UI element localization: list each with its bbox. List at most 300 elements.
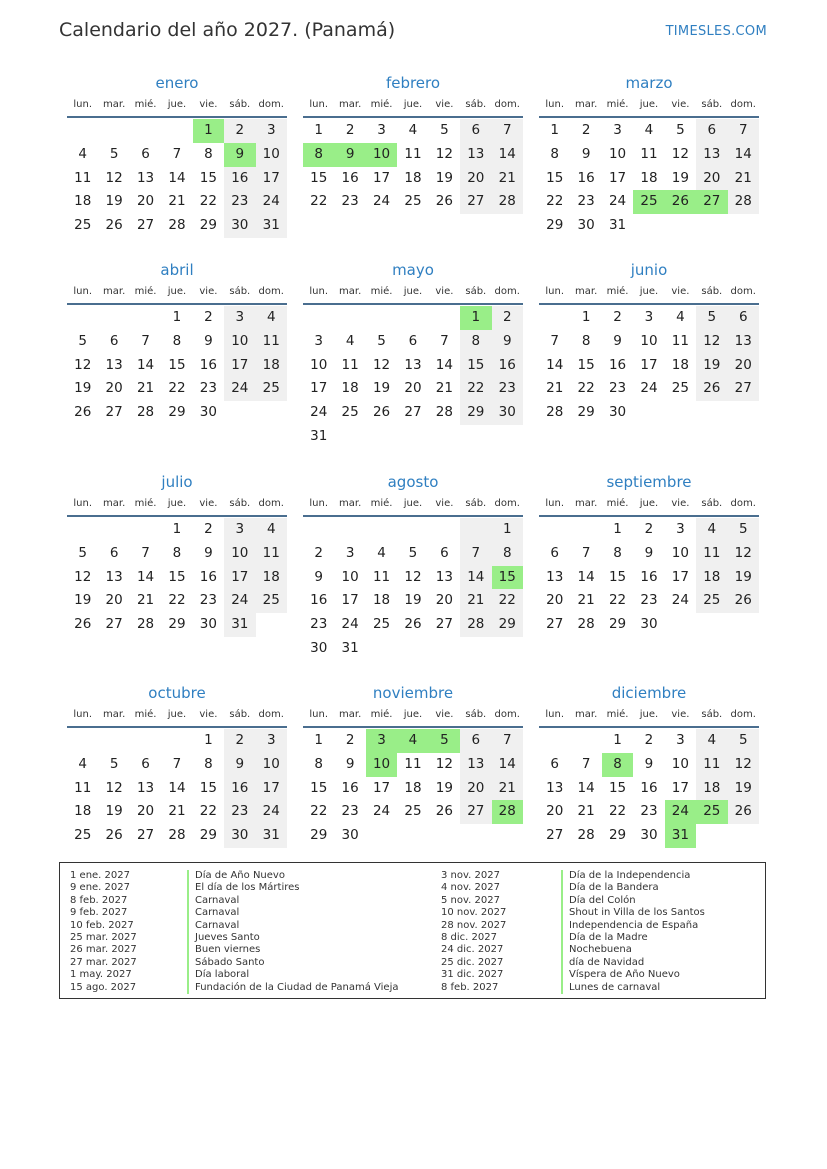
empty-cell: [67, 729, 98, 753]
day-cell: 6: [728, 306, 759, 330]
day-cell: 17: [608, 169, 627, 186]
day-cell: 8: [314, 755, 323, 772]
day-cell: 26: [74, 616, 92, 633]
day-cell: 29: [608, 827, 627, 844]
day-cell: 27: [435, 616, 453, 633]
day-cell: 10: [608, 145, 627, 162]
weekday-label: dom.: [494, 286, 520, 297]
weekday-label: jue.: [403, 286, 423, 297]
day-cell: 29: [492, 613, 523, 637]
day-cell: 7: [141, 544, 150, 561]
weekday-label: mié.: [606, 498, 629, 509]
day-cell: 6: [408, 332, 418, 349]
day-grid: [539, 306, 759, 425]
day-cell: 29: [168, 616, 186, 633]
day-cell: 2: [224, 119, 255, 143]
day-cell: 14: [728, 143, 759, 167]
day-cell: 3: [345, 544, 355, 561]
weekday-label: lun.: [309, 286, 329, 297]
day-cell: 23: [199, 380, 217, 397]
day-cell: 23: [224, 190, 255, 214]
day-cell: 26: [696, 377, 727, 401]
day-cell: 3: [256, 119, 287, 143]
weekday-header: [539, 704, 759, 728]
weekday-header: [539, 94, 759, 118]
day-cell: 24: [224, 377, 255, 401]
day-cell: 18: [640, 169, 658, 186]
day-cell: 12: [435, 145, 453, 162]
day-cell: 15: [199, 779, 217, 796]
day-cell: 24: [310, 404, 328, 421]
weekday-label: vie.: [435, 286, 454, 297]
day-cell: 30: [224, 214, 255, 238]
day-cell: 15: [310, 779, 328, 796]
month-name: abril: [160, 261, 194, 279]
holiday-day-cell: 9: [224, 143, 255, 167]
day-grid: [67, 306, 287, 425]
day-cell: 9: [644, 544, 654, 561]
day-cell: 9: [204, 332, 213, 349]
day-cell: 9: [224, 753, 255, 777]
day-cell: 2: [581, 122, 591, 138]
empty-cell: [570, 518, 601, 542]
day-cell: 8: [492, 542, 523, 566]
day-cell: 20: [546, 592, 564, 609]
day-cell: 24: [372, 193, 391, 210]
holiday-day-cell: 26: [665, 190, 696, 214]
day-cell: 14: [546, 356, 564, 373]
day-cell: 9: [644, 755, 654, 772]
day-cell: 16: [310, 592, 328, 609]
weekday-label: dom.: [730, 99, 756, 110]
day-cell: 21: [492, 777, 523, 801]
day-cell: 27: [546, 616, 564, 633]
month-name: julio: [161, 473, 193, 491]
weekday-label: jue.: [403, 99, 423, 110]
day-cell: 25: [372, 616, 391, 633]
holiday-day-cell: 8: [602, 753, 633, 777]
day-cell: 11: [256, 542, 287, 566]
day-cell: 23: [608, 380, 627, 397]
holiday-day-cell: 10: [366, 143, 397, 167]
day-cell: 26: [372, 404, 391, 421]
legend-holiday-name: Nochebuena: [561, 944, 705, 956]
legend-date: 8 dic. 2027: [441, 932, 497, 944]
day-grid: [67, 518, 287, 637]
day-cell: 20: [136, 193, 155, 210]
day-cell: 17: [671, 568, 689, 585]
day-cell: 14: [492, 143, 523, 167]
day-cell: 20: [696, 167, 727, 191]
day-cell: 22: [460, 377, 491, 401]
legend-holiday-name: Sábado Santo: [187, 957, 399, 969]
day-cell: 12: [74, 568, 92, 585]
month-name: noviembre: [372, 684, 454, 702]
weekday-label: vie.: [671, 709, 690, 720]
day-cell: 11: [696, 542, 727, 566]
day-cell: 23: [640, 803, 658, 820]
day-cell: 29: [310, 827, 328, 844]
weekday-label: lun.: [545, 709, 565, 720]
month-noviembre: [303, 682, 523, 848]
weekday-label: sáb.: [229, 498, 251, 509]
day-cell: 6: [109, 332, 119, 349]
weekday-label: mar.: [339, 286, 362, 297]
day-cell: 11: [696, 753, 727, 777]
day-cell: 18: [696, 566, 727, 590]
empty-cell: [67, 518, 98, 542]
day-cell: 11: [74, 169, 92, 186]
holiday-day-cell: 9: [334, 143, 365, 167]
legend-date: 31 dic. 2027: [441, 969, 504, 981]
day-cell: 18: [256, 354, 287, 378]
day-cell: 30: [577, 217, 595, 234]
weekday-label: sáb.: [229, 286, 251, 297]
day-cell: 24: [608, 193, 627, 210]
day-cell: 1: [492, 518, 523, 542]
weekday-label: jue.: [167, 709, 187, 720]
day-cell: 18: [256, 566, 287, 590]
day-cell: 1: [204, 732, 213, 748]
weekday-label: lun.: [73, 99, 93, 110]
day-cell: 1: [581, 309, 591, 325]
holiday-day-cell: 31: [665, 824, 696, 848]
day-cell: 14: [168, 169, 186, 186]
day-cell: 7: [581, 755, 591, 772]
weekday-label: vie.: [199, 99, 218, 110]
weekday-label: vie.: [199, 498, 218, 509]
weekday-label: lun.: [309, 498, 329, 509]
day-cell: 3: [644, 309, 654, 325]
legend-date: 9 feb. 2027: [70, 907, 128, 919]
day-cell: 20: [460, 777, 491, 801]
empty-cell: [161, 119, 192, 143]
holiday-day-cell: 25: [633, 190, 664, 214]
day-cell: 30: [224, 824, 255, 848]
day-cell: 30: [640, 827, 658, 844]
day-cell: 9: [204, 544, 213, 561]
weekday-label: jue.: [639, 286, 659, 297]
weekday-label: mié.: [606, 709, 629, 720]
day-cell: 4: [377, 544, 386, 561]
day-cell: 3: [314, 332, 323, 349]
day-cell: 16: [199, 568, 217, 585]
weekday-header: [303, 94, 523, 118]
day-cell: 16: [640, 779, 658, 796]
day-cell: 18: [404, 779, 422, 796]
day-cell: 27: [728, 377, 759, 401]
weekday-label: mar.: [103, 498, 126, 509]
day-cell: 18: [74, 803, 92, 820]
legend-dates-right: [441, 870, 506, 994]
day-cell: 27: [105, 404, 123, 421]
day-cell: 11: [341, 356, 359, 373]
day-cell: 13: [435, 568, 453, 585]
weekday-label: mié.: [370, 709, 393, 720]
legend-holiday-name: Independencia de España: [561, 920, 705, 932]
legend-date: 9 ene. 2027: [70, 882, 130, 894]
day-cell: 16: [199, 356, 217, 373]
day-cell: 17: [224, 566, 255, 590]
day-cell: 16: [492, 354, 523, 378]
weekday-label: mié.: [606, 286, 629, 297]
day-cell: 19: [728, 566, 759, 590]
legend-date: 10 nov. 2027: [441, 907, 507, 919]
day-cell: 8: [550, 145, 559, 162]
weekday-label: vie.: [671, 99, 690, 110]
day-cell: 14: [492, 753, 523, 777]
day-cell: 8: [581, 332, 591, 349]
day-cell: 2: [345, 732, 355, 748]
day-cell: 23: [224, 800, 255, 824]
day-cell: 2: [492, 306, 523, 330]
empty-cell: [570, 729, 601, 753]
day-cell: 12: [435, 755, 453, 772]
month-enero: [67, 72, 287, 238]
weekday-header: [303, 493, 523, 517]
legend-holiday-name: Día de la Madre: [561, 932, 705, 944]
day-cell: 4: [78, 145, 87, 162]
legend-date: 1 ene. 2027: [70, 870, 130, 881]
legend-holiday-name: El día de los Mártires: [187, 882, 399, 894]
day-cell: 6: [696, 119, 727, 143]
day-cell: 14: [168, 779, 186, 796]
day-cell: 20: [404, 380, 422, 397]
weekday-label: sáb.: [229, 709, 251, 720]
legend-date: 27 mar. 2027: [70, 956, 137, 968]
day-cell: 27: [136, 217, 155, 234]
legend-dates-left: [70, 870, 137, 994]
legend-holiday-name: Día del Colón: [561, 895, 705, 907]
weekday-header: [539, 493, 759, 517]
day-cell: 5: [440, 122, 449, 138]
weekday-label: dom.: [730, 286, 756, 297]
day-cell: 7: [550, 332, 559, 349]
legend-names-left: [187, 870, 399, 994]
day-cell: 8: [204, 755, 213, 772]
day-cell: 7: [581, 544, 591, 561]
day-cell: 22: [608, 592, 627, 609]
month-name: marzo: [625, 74, 673, 92]
legend-date: 25 mar. 2027: [70, 932, 137, 944]
day-cell: 5: [78, 544, 87, 561]
day-cell: 16: [224, 167, 255, 191]
day-cell: 29: [608, 616, 627, 633]
day-cell: 21: [546, 380, 564, 397]
month-name: junio: [630, 261, 668, 279]
day-cell: 15: [546, 169, 564, 186]
day-cell: 15: [608, 568, 627, 585]
empty-cell: [334, 518, 365, 542]
holiday-day-cell: 1: [460, 306, 491, 330]
legend-date: 8 feb. 2027: [70, 894, 128, 906]
weekday-header: [539, 281, 759, 305]
day-cell: 15: [168, 568, 186, 585]
weekday-label: mar.: [103, 286, 126, 297]
day-cell: 4: [345, 332, 355, 349]
day-cell: 12: [404, 568, 422, 585]
weekday-label: lun.: [73, 498, 93, 509]
legend-date: 15 ago. 2027: [70, 981, 137, 993]
day-cell: 18: [696, 777, 727, 801]
day-cell: 13: [136, 169, 155, 186]
weekday-label: jue.: [167, 498, 187, 509]
day-cell: 4: [78, 755, 87, 772]
day-cell: 12: [671, 145, 689, 162]
weekday-label: dom.: [494, 709, 520, 720]
day-cell: 14: [435, 356, 453, 373]
day-cell: 25: [256, 377, 287, 401]
day-cell: 6: [141, 145, 150, 162]
legend-holiday-name: Carnaval: [187, 907, 399, 919]
day-grid: [303, 518, 523, 661]
weekday-label: mié.: [134, 498, 157, 509]
day-cell: 28: [435, 404, 453, 421]
day-cell: 29: [577, 404, 595, 421]
weekday-label: dom.: [494, 498, 520, 509]
weekday-label: sáb.: [229, 99, 251, 110]
weekday-label: dom.: [494, 99, 520, 110]
empty-cell: [366, 518, 397, 542]
month-junio: [539, 259, 759, 425]
day-cell: 13: [460, 143, 491, 167]
day-cell: 21: [168, 193, 186, 210]
day-cell: 17: [256, 167, 287, 191]
weekday-label: mié.: [370, 99, 393, 110]
day-cell: 10: [224, 542, 255, 566]
weekday-header: [67, 493, 287, 517]
day-cell: 31: [341, 639, 359, 656]
day-cell: 2: [345, 122, 355, 138]
day-cell: 29: [546, 217, 564, 234]
day-cell: 14: [460, 566, 491, 590]
brand-link[interactable]: TIMESLES.COM: [665, 24, 767, 39]
day-cell: 2: [204, 309, 213, 325]
day-cell: 27: [460, 190, 491, 214]
day-grid: [67, 119, 287, 238]
legend-holiday-name: Jueves Santo: [187, 932, 399, 944]
day-cell: 29: [199, 827, 217, 844]
month-name: octubre: [148, 684, 206, 702]
day-cell: 28: [577, 616, 595, 633]
day-cell: 7: [492, 119, 523, 143]
day-cell: 1: [172, 309, 182, 325]
empty-cell: [539, 729, 570, 753]
day-cell: 14: [577, 568, 595, 585]
day-cell: 22: [199, 803, 217, 820]
day-cell: 7: [728, 119, 759, 143]
empty-cell: [366, 306, 397, 330]
weekday-label: vie.: [199, 286, 218, 297]
day-cell: 1: [172, 521, 182, 537]
day-cell: 13: [460, 753, 491, 777]
day-grid: [539, 518, 759, 637]
day-cell: 31: [608, 217, 627, 234]
day-cell: 18: [341, 380, 359, 397]
day-cell: 22: [546, 193, 564, 210]
weekday-label: mar.: [575, 99, 598, 110]
day-cell: 15: [310, 169, 328, 186]
day-cell: 3: [676, 732, 685, 748]
day-cell: 28: [168, 827, 186, 844]
empty-cell: [429, 518, 460, 542]
holiday-day-cell: 28: [492, 800, 523, 824]
day-cell: 17: [224, 354, 255, 378]
day-cell: 19: [404, 592, 422, 609]
holiday-day-cell: 8: [303, 143, 334, 167]
day-cell: 31: [256, 214, 287, 238]
day-cell: 27: [460, 800, 491, 824]
day-cell: 5: [377, 332, 386, 349]
day-cell: 21: [435, 380, 453, 397]
day-cell: 17: [341, 592, 359, 609]
day-cell: 5: [78, 332, 87, 349]
day-cell: 22: [492, 589, 523, 613]
day-cell: 24: [256, 800, 287, 824]
holiday-day-cell: 10: [366, 753, 397, 777]
weekday-label: sáb.: [701, 286, 723, 297]
holiday-day-cell: 27: [696, 190, 727, 214]
day-cell: 14: [136, 356, 155, 373]
holiday-day-cell: 25: [696, 800, 727, 824]
weekday-label: mar.: [339, 709, 362, 720]
holiday-day-cell: 1: [193, 119, 224, 143]
day-cell: 30: [341, 827, 359, 844]
day-cell: 17: [256, 777, 287, 801]
day-cell: 26: [435, 193, 453, 210]
day-cell: 17: [372, 779, 391, 796]
day-cell: 1: [314, 732, 323, 748]
day-cell: 9: [345, 755, 355, 772]
legend-date: 5 nov. 2027: [441, 894, 500, 906]
empty-cell: [303, 518, 334, 542]
day-cell: 5: [109, 755, 119, 772]
day-cell: 8: [172, 332, 182, 349]
empty-cell: [98, 729, 129, 753]
empty-cell: [303, 306, 334, 330]
weekday-label: vie.: [671, 498, 690, 509]
day-cell: 7: [440, 332, 449, 349]
day-cell: 26: [74, 404, 92, 421]
weekday-label: jue.: [639, 99, 659, 110]
weekday-label: mié.: [134, 99, 157, 110]
month-julio: [67, 471, 287, 637]
day-cell: 11: [671, 332, 689, 349]
day-cell: 16: [608, 356, 627, 373]
day-cell: 24: [256, 190, 287, 214]
day-cell: 16: [577, 169, 595, 186]
weekday-label: mié.: [606, 99, 629, 110]
day-cell: 7: [172, 755, 182, 772]
weekday-header: [303, 704, 523, 728]
day-cell: 13: [136, 779, 155, 796]
day-cell: 30: [199, 404, 217, 421]
weekday-label: mar.: [339, 99, 362, 110]
day-cell: 13: [546, 779, 564, 796]
day-cell: 26: [728, 589, 759, 613]
holiday-day-cell: 24: [665, 800, 696, 824]
day-cell: 25: [74, 827, 92, 844]
empty-cell: [130, 306, 161, 330]
day-cell: 1: [550, 122, 559, 138]
day-cell: 6: [460, 119, 491, 143]
day-cell: 19: [728, 777, 759, 801]
day-cell: 21: [460, 589, 491, 613]
legend-holiday-name: Carnaval: [187, 895, 399, 907]
weekday-label: vie.: [435, 498, 454, 509]
holiday-day-cell: 5: [429, 729, 460, 753]
day-cell: 10: [640, 332, 658, 349]
